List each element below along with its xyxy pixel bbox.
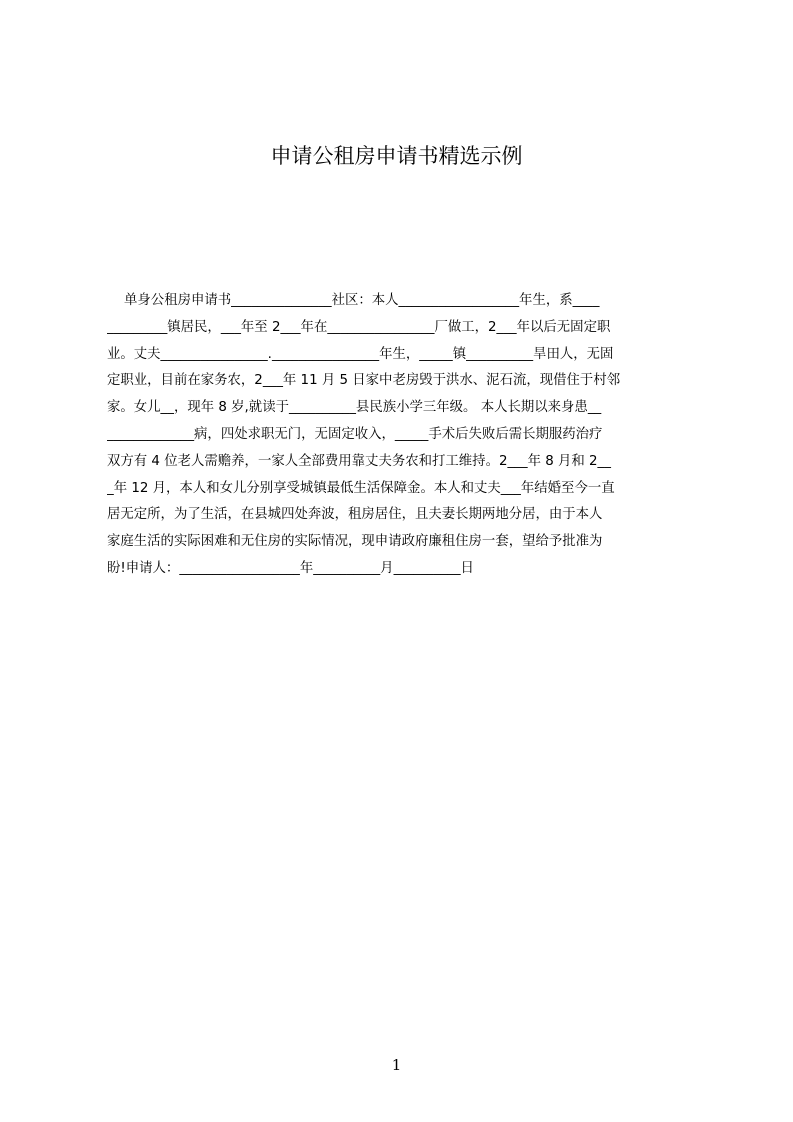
body-line: _________镇居民，___年至 2___年在________________厂做工，2___年以后无固定职 [107, 319, 611, 335]
body-line: 定职业，目前在家务农，2___年 11 月 5 日家中老房毁于洪水、泥石流，现借住于村邻 [107, 373, 621, 389]
body-line: 家。女儿__，现年 8 岁,就读于__________县民族小学三年级。 本人长期以来身患__ [107, 400, 602, 416]
body-line: 居无定所，为了生活，在县城四处奔波，租房居住，且夫妻长期两地分居，由于本人 [107, 507, 603, 523]
body-line: 业。丈夫________________.________________年生，_____镇__________旱田人，无固 [107, 346, 614, 362]
application-body [107, 288, 695, 583]
signature-line: 盼!申请人：__________________年__________月__________日 [107, 560, 474, 576]
document-title: 申请公租房申请书精选示例 [270, 144, 523, 168]
body-line: 家庭生活的实际困难和无住房的实际情况，现申请政府廉租住房一套，望给予批准为 [107, 534, 603, 550]
body-line: 单身公租房申请书_______________社区：本人__________________年生，系____ [107, 293, 600, 308]
body-line: _____________病，四处求职无门，无固定收入，_____手术后失败后需长期服药治疗 [107, 426, 603, 442]
page-number: 1 [391, 1056, 402, 1074]
body-line: 双方有 4 位老人需赡养，一家人全部费用靠丈夫务农和打工维持。2___年 8 月和 2__ [107, 453, 611, 469]
body-line: _年 12 月，本人和女儿分别享受城镇最低生活保障金。本人和丈夫___年结婚至今一直 [107, 480, 615, 496]
